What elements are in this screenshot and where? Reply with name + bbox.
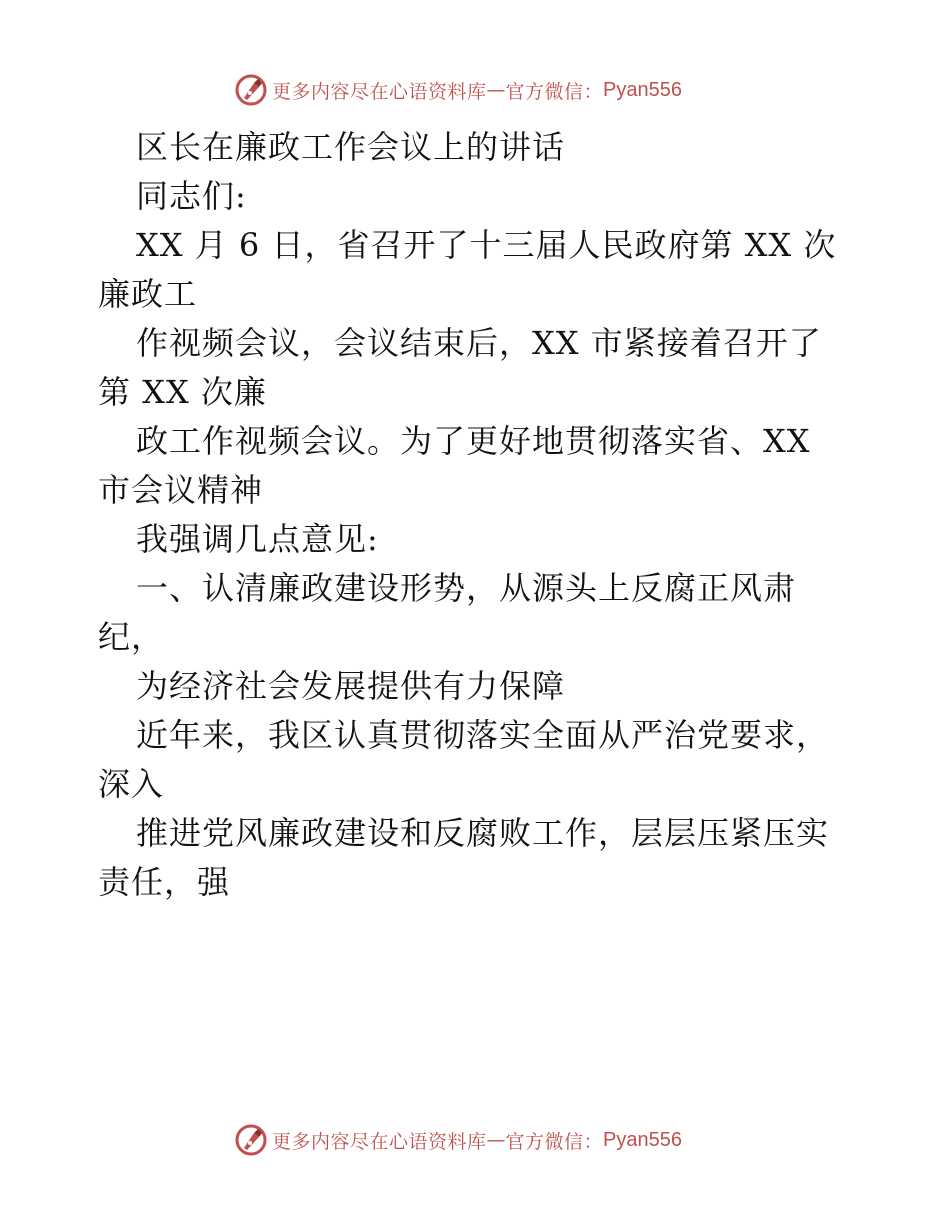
watermark-wechat-id: Pyan556 xyxy=(603,1128,682,1151)
document-line: 廉政工 xyxy=(98,275,198,313)
document-line: 纪， xyxy=(98,618,165,656)
document-line: 推进党风廉政建设和反腐败工作，层层压紧压实 xyxy=(136,814,830,852)
watermark-text: 更多内容尽在心语资料库 xyxy=(272,80,487,103)
document-line: XX 月 6 日，省召开了十三届人民政府第 XX 次 xyxy=(136,226,837,264)
document-body xyxy=(98,123,858,907)
document-line: 市会议精神 xyxy=(98,471,264,509)
document-line: 深入 xyxy=(98,765,165,803)
watermark-separator: — xyxy=(486,1129,506,1151)
document-line: 作视频会议，会议结束后，XX 市紧接着召开了 xyxy=(136,324,822,362)
pen-nib-logo-icon xyxy=(234,73,268,107)
document-line: 区长在廉政工作会议上的讲话 xyxy=(136,128,566,166)
document-line: 我强调几点意见: xyxy=(136,520,379,558)
document-line: 第 XX 次廉 xyxy=(98,373,267,411)
document-line: 近年来，我区认真贯彻落实全面从严治党要求， xyxy=(136,716,830,754)
footer-watermark xyxy=(234,1122,754,1158)
watermark-wechat-label: 官方微信： xyxy=(505,1130,604,1153)
watermark-wechat-label: 官方微信： xyxy=(505,80,604,103)
document-line: 一、认清廉政建设形势，从源头上反腐正风肃 xyxy=(136,569,797,607)
pen-nib-logo-icon xyxy=(234,1123,268,1157)
document-line: 责任，强 xyxy=(98,863,231,901)
watermark-separator: — xyxy=(486,79,506,101)
watermark-wechat-id: Pyan556 xyxy=(603,78,682,101)
document-line: 同志们: xyxy=(136,177,247,215)
document-line: 政工作视频会议。为了更好地贯彻落实省、XX xyxy=(136,422,811,460)
document-line: 为经济社会发展提供有力保障 xyxy=(136,667,566,705)
watermark-text: 更多内容尽在心语资料库 xyxy=(272,1130,487,1153)
header-watermark xyxy=(234,72,754,108)
